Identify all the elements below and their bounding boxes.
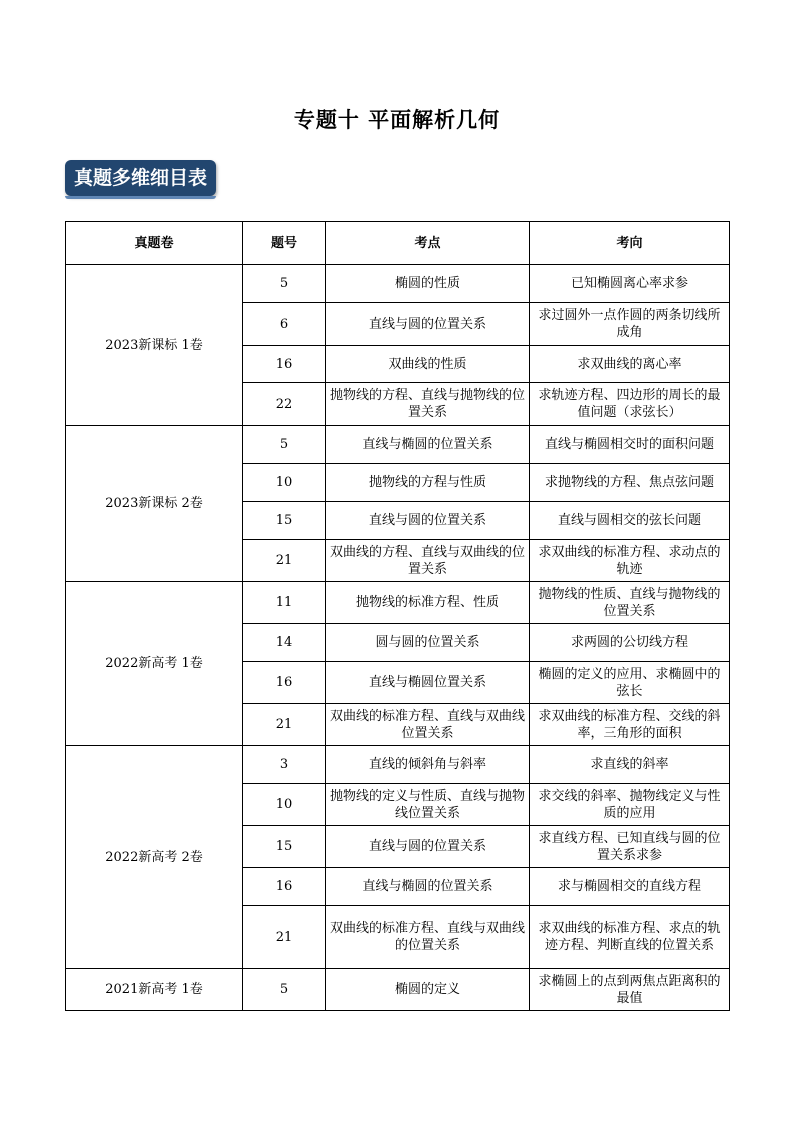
- exam-direction: 抛物线的性质、直线与抛物线的位置关系: [530, 582, 730, 624]
- table-row: [66, 746, 730, 784]
- exam-point: 直线与圆的位置关系: [326, 502, 530, 540]
- exam-point: 抛物线的方程、直线与抛物线的位置关系: [326, 383, 530, 426]
- question-number: 3: [243, 746, 326, 784]
- table-header-row: [66, 222, 730, 265]
- exam-point: 双曲线的标准方程、直线与双曲线的位置关系: [326, 906, 530, 969]
- question-number: 10: [243, 784, 326, 826]
- exam-direction: 求双曲线的离心率: [530, 346, 730, 383]
- question-number: 14: [243, 624, 326, 662]
- page-title: 专题十 平面解析几何: [293, 108, 501, 132]
- exam-point: 直线与椭圆的位置关系: [326, 426, 530, 464]
- question-number: 6: [243, 303, 326, 346]
- exam-point: 圆与圆的位置关系: [326, 624, 530, 662]
- exam-direction: 求两圆的公切线方程: [530, 624, 730, 662]
- exam-direction: 求双曲线的标准方程、求点的轨迹方程、判断直线的位置关系: [530, 906, 730, 969]
- paper-cell: 2022新高考 2卷: [66, 746, 243, 969]
- question-number: 21: [243, 906, 326, 969]
- exam-direction: 求双曲线的标准方程、求动点的轨迹: [530, 540, 730, 582]
- exam-point: 直线与椭圆的位置关系: [326, 868, 530, 906]
- table-row: [66, 969, 730, 1011]
- question-number: 11: [243, 582, 326, 624]
- header-paper: 真题卷: [66, 222, 243, 265]
- paper-cell: 2022新高考 1卷: [66, 582, 243, 746]
- exam-direction: 椭圆的定义的应用、求椭圆中的弦长: [530, 662, 730, 704]
- question-number: 16: [243, 346, 326, 383]
- exam-point: 椭圆的性质: [326, 265, 530, 303]
- section-badge: 真题多维细目表: [65, 160, 216, 196]
- exam-point: 抛物线的标准方程、性质: [326, 582, 530, 624]
- exam-direction: 直线与圆相交的弦长问题: [530, 502, 730, 540]
- question-number: 15: [243, 502, 326, 540]
- table-row: [66, 582, 730, 624]
- exam-point: 椭圆的定义: [326, 969, 530, 1011]
- header-number: 题号: [243, 222, 326, 265]
- question-number: 16: [243, 868, 326, 906]
- exam-direction: 求轨迹方程、四边形的周长的最值问题（求弦长）: [530, 383, 730, 426]
- paper-cell: 2021新高考 1卷: [66, 969, 243, 1011]
- question-number: 5: [243, 265, 326, 303]
- exam-point: 直线与圆的位置关系: [326, 826, 530, 868]
- exam-direction: 直线与椭圆相交时的面积问题: [530, 426, 730, 464]
- question-number: 22: [243, 383, 326, 426]
- header-point: 考点: [326, 222, 530, 265]
- exam-direction: 已知椭圆离心率求参: [530, 265, 730, 303]
- paper-cell: 2023新课标 1卷: [66, 265, 243, 426]
- question-number: 5: [243, 969, 326, 1011]
- exam-point: 双曲线的方程、直线与双曲线的位置关系: [326, 540, 530, 582]
- exam-point: 双曲线的性质: [326, 346, 530, 383]
- question-number: 15: [243, 826, 326, 868]
- question-number: 21: [243, 704, 326, 746]
- exam-point: 双曲线的标准方程、直线与双曲线位置关系: [326, 704, 530, 746]
- exam-direction: 求与椭圆相交的直线方程: [530, 868, 730, 906]
- question-number: 5: [243, 426, 326, 464]
- exam-direction: 求双曲线的标准方程、交线的斜率，三角形的面积: [530, 704, 730, 746]
- exam-direction: 求直线的斜率: [530, 746, 730, 784]
- exam-point: 直线与圆的位置关系: [326, 303, 530, 346]
- exam-point: 抛物线的定义与性质、直线与抛物线位置关系: [326, 784, 530, 826]
- question-number: 16: [243, 662, 326, 704]
- table-row: [66, 265, 730, 303]
- exam-point: 直线与椭圆位置关系: [326, 662, 530, 704]
- question-number: 21: [243, 540, 326, 582]
- exam-direction: 求抛物线的方程、焦点弦问题: [530, 464, 730, 502]
- table-row: [66, 426, 730, 464]
- exam-point: 直线的倾斜角与斜率: [326, 746, 530, 784]
- exam-direction: 求直线方程、已知直线与圆的位置关系求参: [530, 826, 730, 868]
- question-number: 10: [243, 464, 326, 502]
- paper-cell: 2023新课标 2卷: [66, 426, 243, 582]
- exam-direction: 求椭圆上的点到两焦点距离积的最值: [530, 969, 730, 1011]
- exam-detail-table: [65, 221, 730, 1011]
- exam-direction: 求交线的斜率、抛物线定义与性质的应用: [530, 784, 730, 826]
- exam-point: 抛物线的方程与性质: [326, 464, 530, 502]
- exam-direction: 求过圆外一点作圆的两条切线所成角: [530, 303, 730, 346]
- header-direction: 考向: [530, 222, 730, 265]
